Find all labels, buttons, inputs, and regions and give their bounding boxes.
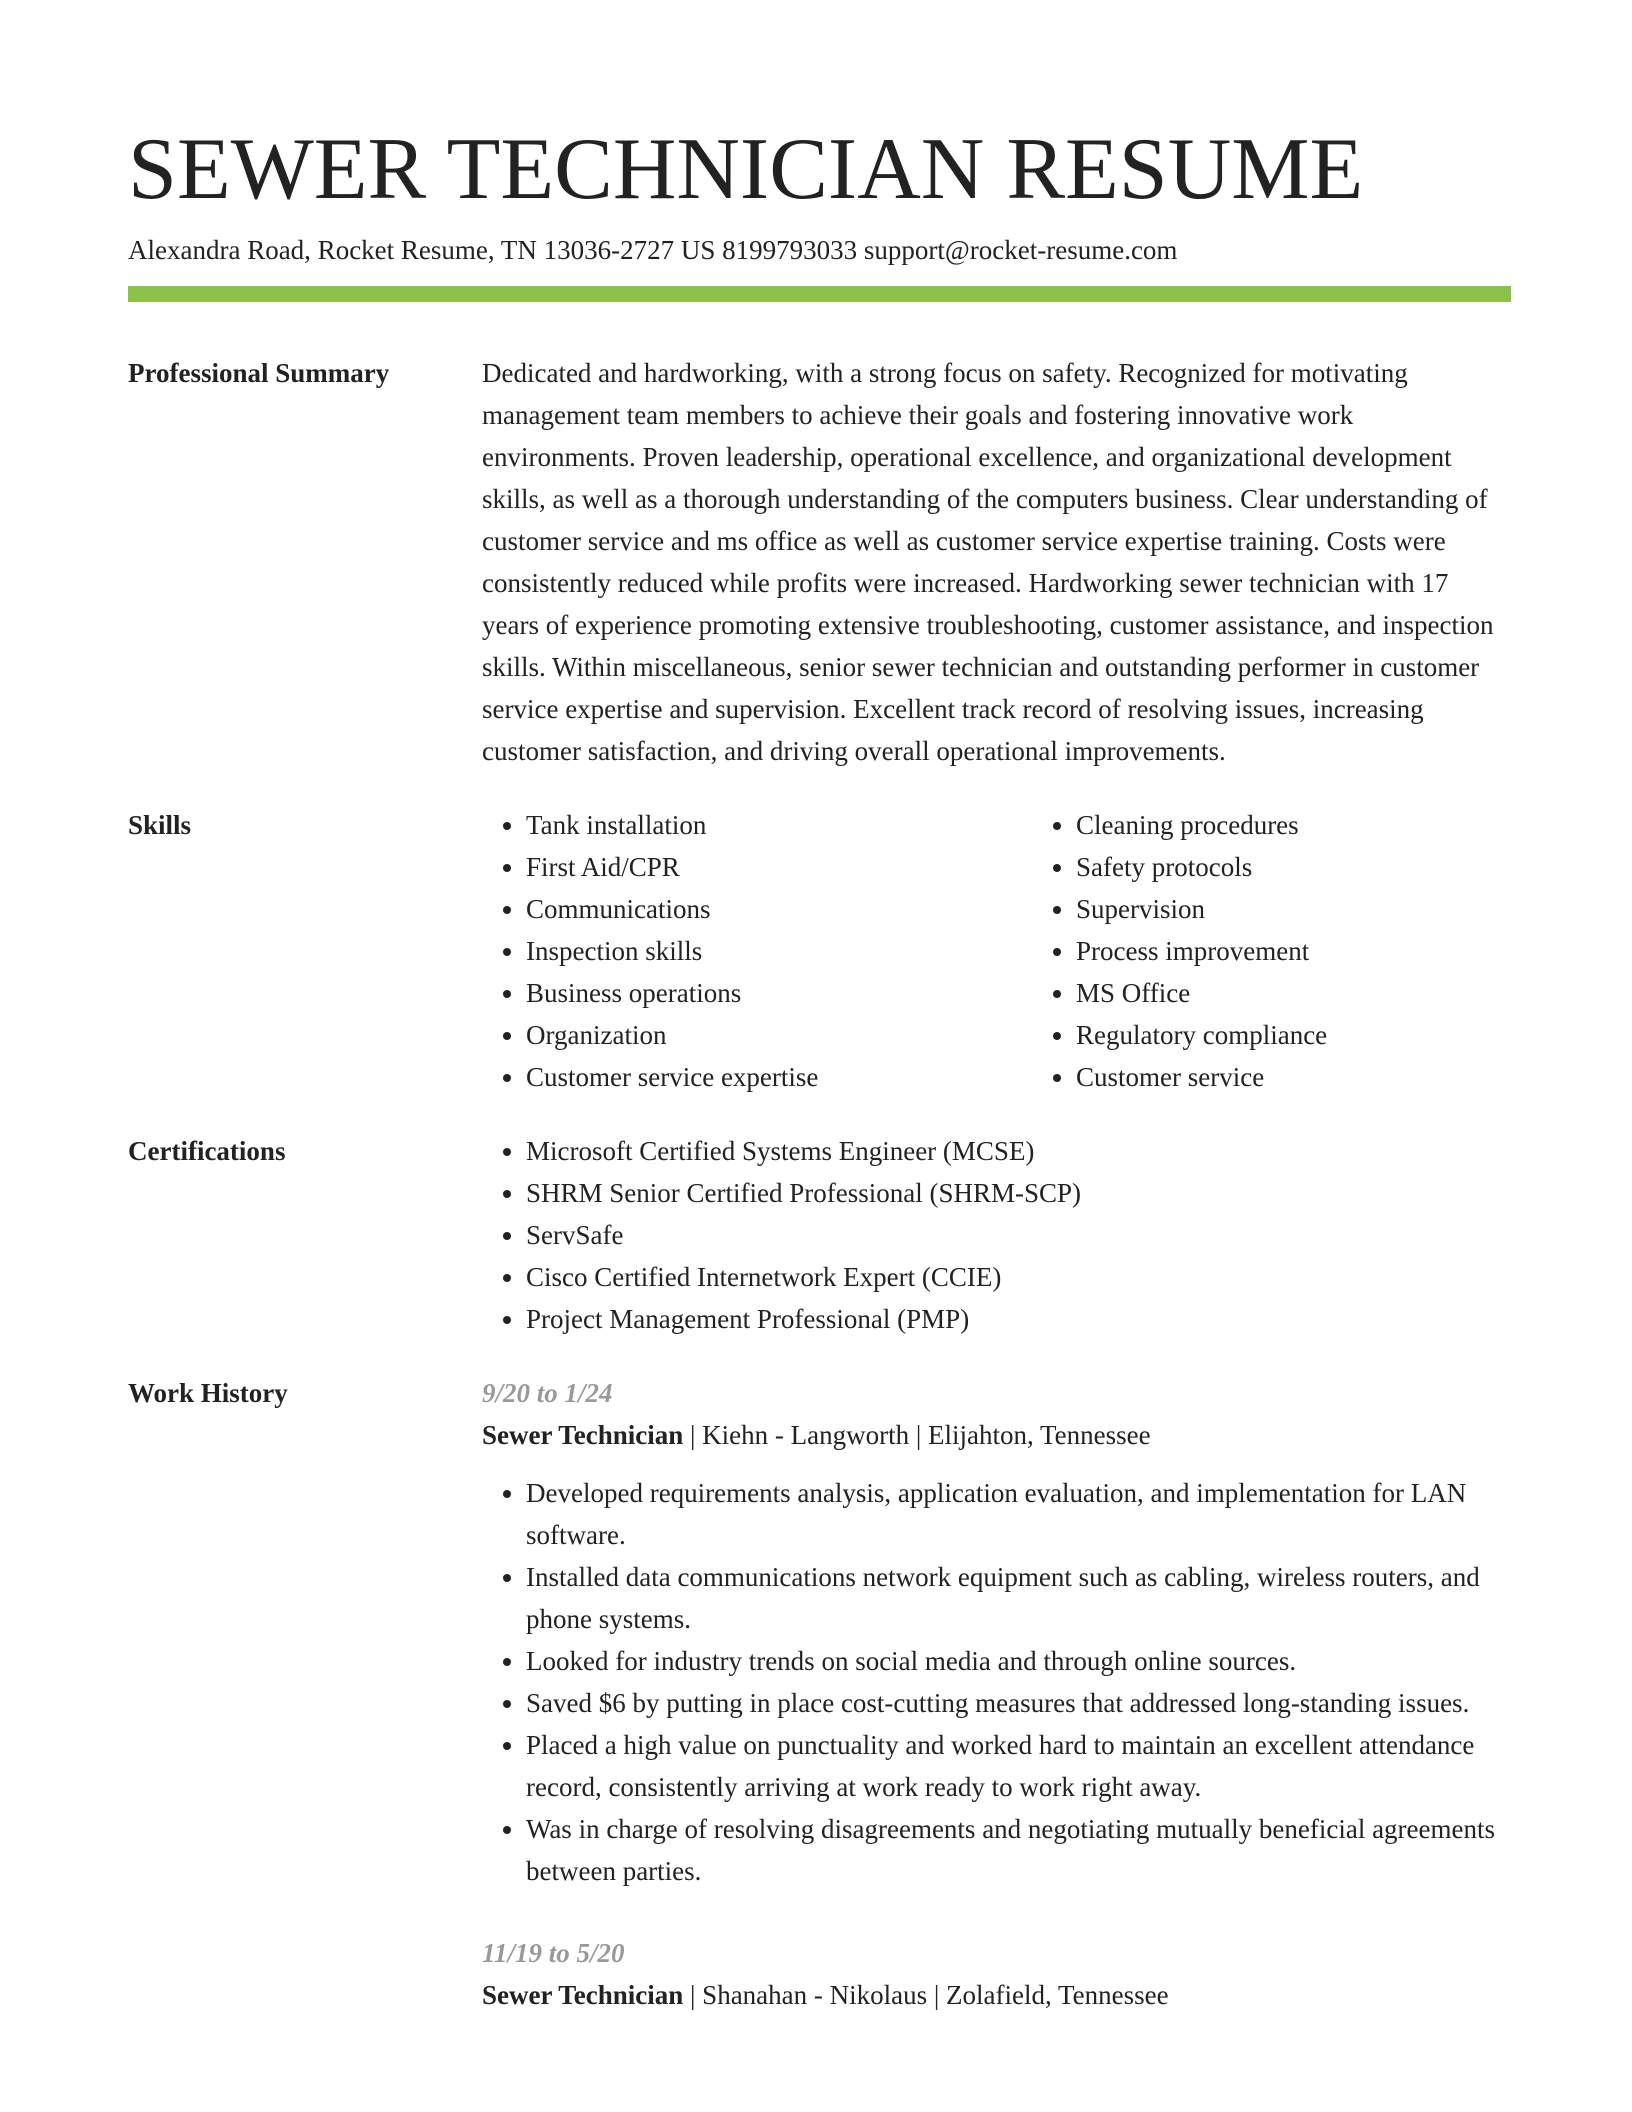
- skill-item: • Process improvement: [1076, 930, 1582, 972]
- skill-item: • Cleaning procedures: [1076, 804, 1582, 846]
- job-title: Sewer Technician: [482, 1420, 684, 1450]
- certifications-list: [482, 1130, 1511, 1340]
- skill-item: • Customer service expertise: [526, 1056, 1032, 1098]
- section-label-skills: Skills: [128, 810, 192, 840]
- work-history-body: [482, 1372, 1511, 2056]
- job-employer-location: | Kiehn - Langworth | Elijahton, Tennessee: [683, 1420, 1151, 1450]
- job-heading: [482, 1974, 1511, 2016]
- job-entry: [482, 1932, 1511, 2016]
- job-duty: • Saved $6 by putting in place cost-cutting measures that addressed long-standing issues.: [526, 1682, 1511, 1724]
- certifications-body: [482, 1130, 1511, 1340]
- job-employer-location: | Shanahan - Nikolaus | Zolafield, Tennessee: [683, 1980, 1169, 2010]
- certification-item: • ServSafe: [526, 1214, 1511, 1256]
- job-duty: • Developed requirements analysis, application evaluation, and implementation for LAN software.: [526, 1472, 1511, 1556]
- job-duty: • Looked for industry trends on social media and through online sources.: [526, 1640, 1511, 1682]
- certifications-section: [128, 1130, 1511, 1340]
- job-duty: • Installed data communications network equipment such as cabling, wireless routers, and phone systems.: [526, 1556, 1511, 1640]
- contact-info: Alexandra Road, Rocket Resume, TN 13036-2727 US 8199793033 support@rocket-resume.com: [128, 235, 1178, 265]
- summary-body: [482, 352, 1511, 772]
- skill-item: • Supervision: [1076, 888, 1582, 930]
- certification-item: • SHRM Senior Certified Professional (SHRM-SCP): [526, 1172, 1511, 1214]
- work-history-section: [128, 1372, 1511, 2056]
- job-duties-list: [482, 1472, 1511, 1892]
- section-label-work-history: Work History: [128, 1378, 288, 1408]
- skill-item: • Inspection skills: [526, 930, 1032, 972]
- skill-item: • Customer service: [1076, 1056, 1582, 1098]
- job-duty: • Was in charge of resolving disagreements and negotiating mutually beneficial agreements between parties.: [526, 1808, 1511, 1892]
- job-heading: [482, 1414, 1511, 1456]
- certification-item: • Cisco Certified Internetwork Expert (CCIE): [526, 1256, 1511, 1298]
- skill-item: • Tank installation: [526, 804, 1032, 846]
- skills-list-left: [482, 804, 1032, 1098]
- skills-list-right: [1032, 804, 1582, 1098]
- certification-item: • Microsoft Certified Systems Engineer (MCSE): [526, 1130, 1511, 1172]
- accent-divider: [128, 286, 1511, 302]
- skills-body: [482, 804, 1582, 1098]
- skill-item: • Communications: [526, 888, 1032, 930]
- skill-item: • Safety protocols: [1076, 846, 1582, 888]
- summary-section: [128, 352, 1511, 772]
- section-label-summary: Professional Summary: [128, 358, 390, 388]
- skills-columns: [482, 804, 1582, 1098]
- summary-text: Dedicated and hardworking, with a strong focus on safety. Recognized for motivating management team members to achieve their goals and fostering innovative work environments. Proven leadership, operational excellence, and organizational development skills, as well as a thorough understanding of the computers business. Clear understanding of customer service and ms office as well as customer service expertise training. Costs were consistently reduced while profits were increased. Hardworking sewer technician with 17 years of experience promoting extensive troubleshooting, customer assistance, and inspection skills. Within miscellaneous, senior sewer technician and outstanding performer in customer service expertise and supervision. Excellent track record of resolving issues, increasing customer satisfaction, and driving overall operational improvements.: [482, 358, 1494, 766]
- job-title: Sewer Technician: [482, 1980, 684, 2010]
- job-dates: 11/19 to 5/20: [482, 1938, 625, 1968]
- resume-title: SEWER TECHNICIAN RESUME: [128, 121, 1364, 218]
- skill-item: • First Aid/CPR: [526, 846, 1032, 888]
- job-duty: • Placed a high value on punctuality and worked hard to maintain an excellent attendance record, consistently arriving at work ready to work right away.: [526, 1724, 1511, 1808]
- skill-item: • Organization: [526, 1014, 1032, 1056]
- section-label-certifications: Certifications: [128, 1136, 286, 1166]
- skill-item: • MS Office: [1076, 972, 1582, 1014]
- job-entry: [482, 1372, 1511, 1892]
- resume-page: [128, 120, 1511, 2056]
- certification-item: • Project Management Professional (PMP): [526, 1298, 1511, 1340]
- job-dates: 9/20 to 1/24: [482, 1378, 613, 1408]
- skills-section: [128, 804, 1511, 1098]
- skill-item: • Regulatory compliance: [1076, 1014, 1582, 1056]
- skill-item: • Business operations: [526, 972, 1032, 1014]
